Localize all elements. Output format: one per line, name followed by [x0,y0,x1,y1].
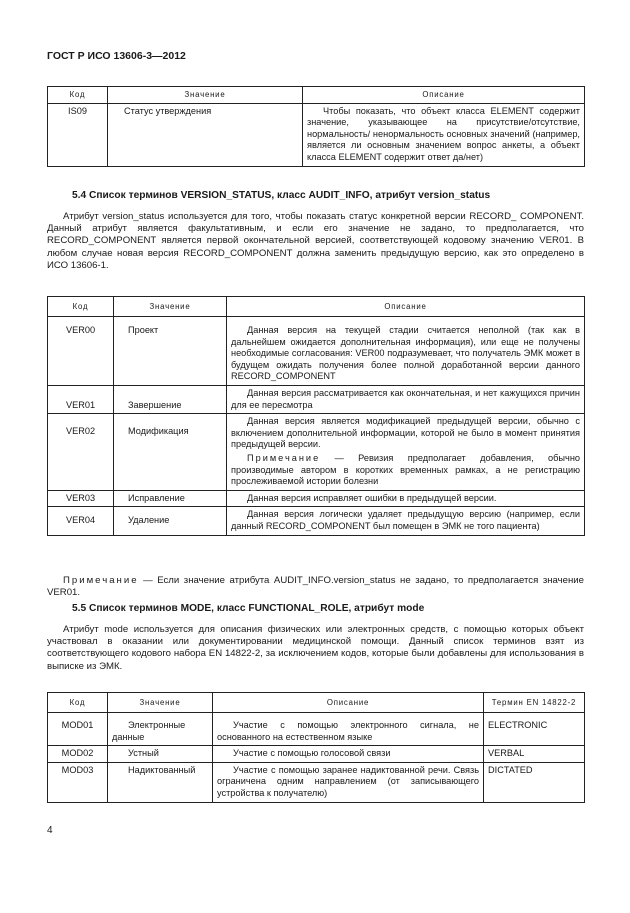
col-header-code: Код [48,693,108,713]
cell-description: Данная версия логически удаляет предыдущую версию (например, если данный RECORD_COMPONENT был помещен в ЭМК не того пациента) [227,507,585,535]
note-text: — Ревизия предполагает добавления, обычно производимые автором в коротких временных рамках, а не регистрацию прослеживаемой истории болезни [231,452,580,487]
col-header-value: Значение [108,693,213,713]
col-header-value: Значение [114,297,227,317]
cell-value: Модификация [114,414,227,491]
table-row [48,507,585,535]
table-mode [47,692,585,803]
table-row [48,414,585,491]
cell-term: ELECTRONIC [484,713,585,746]
table-row [48,762,585,802]
table-row [48,713,585,746]
cell-value: Электронные данные [108,713,213,746]
cell-description: Чтобы показать, что объект класса ELEMENT содержит значение, указывающее на присутствие/отсутствие, нормальность/ ненормальность основных значений (например, является ли основным значением вопрос анкеты, а объект класса ELEMENT содержит ответ да/нет) [303,103,585,166]
table-row [48,385,585,413]
col-header-description: Описание [303,87,585,104]
table-row [48,103,585,166]
cell-term: DICTATED [484,762,585,802]
cell-code: VER03 [48,490,114,507]
cell-value: Статус утверждения [108,103,303,166]
cell-code: IS09 [48,103,108,166]
section-heading: 5.5 Список терминов MODE, класс FUNCTIONAL_ROLE, атрибут mode [72,603,425,614]
page-number: 4 [47,825,53,836]
section-heading: 5.4 Список терминов VERSION_STATUS, класс AUDIT_INFO, атрибут version_status [72,190,491,201]
table-row [48,746,585,763]
document-header: ГОСТ Р ИСО 13606-3—2012 [47,50,186,62]
cell-description: Данная версия исправляет ошибки в предыдущей версии. [227,490,585,507]
note-label: Примечание [247,452,321,463]
cell-value: Надиктованный [108,762,213,802]
cell-value: Завершение [114,385,227,413]
col-header-description: Описание [213,693,484,713]
cell-code: VER01 [48,385,114,413]
cell-value: Устный [108,746,213,763]
col-header-description: Описание [227,297,585,317]
cell-value: Проект [114,317,227,386]
col-header-term: Термин EN 14822-2 [484,693,585,713]
cell-value: Исправление [114,490,227,507]
section-paragraph: Атрибут version_status используется для того, чтобы показать статус конкретной версии RECORD_ COMPONENT. Данный атрибут является факультативным, и если его значение не задано, то предполагается, что RECORD_COMPONENT является первой окончательной версией, соответствующей кодовому значению VER01. В любом случае новая версия RECORD_COMPONENT должна заменить предыдущую версию, как это определено в ИСО 13606-1. [47,211,584,271]
note-label: Примечание [63,575,139,586]
note-text: — Если значение атрибута AUDIT_INFO.version_status не задано, то предполагается значение VER01. [47,575,584,599]
cell-code: VER00 [48,317,114,386]
cell-description: Участие с помощью голосовой связи [213,746,484,763]
cell-description: Данная версия рассматривается как окончательная, и нет кажущихся причин для ее пересмотра [227,385,585,413]
cell-description: Участие с помощью электронного сигнала, не основанного на естественном языке [213,713,484,746]
description-text: Данная версия является модификацией предыдущей версии, обычно с включением дополнительной информации, которой не было в момент принятия предыдущей версии. [231,416,580,450]
cell-description: Данная версия на текущей стадии считается неполной (так как в дальнейшем ожидается дополнительная информация), или еще не получены необходимые согласования: VER00 подразумевает, что получатель ЭМК может в будущем ожидать получения более полной доработанной версии данного RECORD_COMPONENT [227,317,585,386]
table-version-status [47,296,585,536]
col-header-value: Значение [108,87,303,104]
cell-code: MOD02 [48,746,108,763]
cell-code: MOD01 [48,713,108,746]
section-paragraph: Атрибут mode используется для описания физических или электронных средств, с помощью которых объект участвовал в оказании или документировании медицинской помощи. Данный список терминов взят из соответствующего кодового набора EN 14822-2, за исключением кодов, которые были добавлены для использования в выписке из ЭМК. [47,624,584,672]
cell-code: MOD03 [48,762,108,802]
cell-code: VER02 [48,414,114,491]
cell-term: VERBAL [484,746,585,763]
note-paragraph [47,575,584,599]
row-note [231,453,580,488]
cell-description [227,414,585,491]
col-header-code: Код [48,297,114,317]
cell-code: VER04 [48,507,114,535]
table-is09 [47,86,585,167]
cell-value: Удаление [114,507,227,535]
cell-description: Участие с помощью заранее надиктованной речи. Связь ограничена одним направлением (от записывающего устройства к получателю) [213,762,484,802]
table-row [48,317,585,386]
table-row [48,490,585,507]
col-header-code: Код [48,87,108,104]
